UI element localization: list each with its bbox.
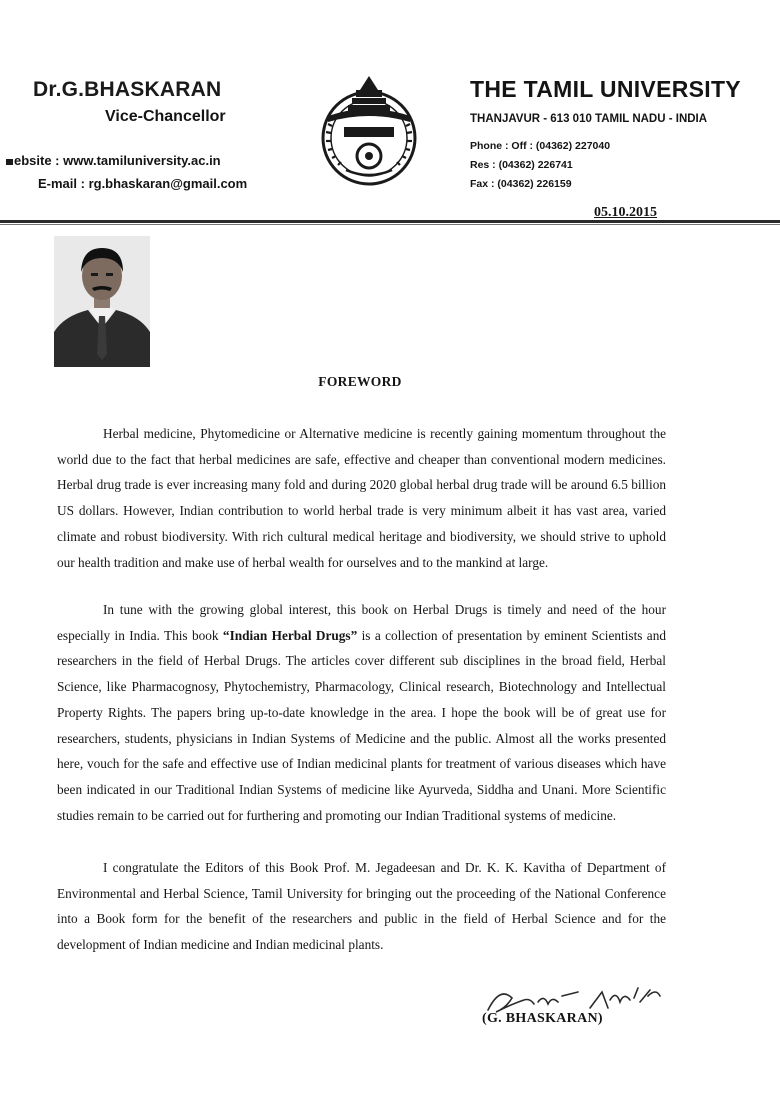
paragraph-2-body: is a collection of presentation by eminent Scientists and researchers in the field of Herbal Drugs. The articles cover different sub disciplines in the broad field, Herbal Science, like Pharmacognosy, Phytochemistry, Pharmacology, Clinical research, Biotechnology and Intellectual Property Rights. The papers bring up-to-date knowledge in the area. I hope the book will be of great use for researchers, students, physicians in Indian Systems of Medicine and the public. Almost all the works presented here, vouch for the safe and effective use of Indian medicinal plants for treatment of various diseases which have been indicated in our Traditional Indian Systems of medicine like Ayurveda, Siddha and Unani. More Scientific studies remain to be carried out for furthering and promoting our Indian Traditional systems of medicine. [57, 627, 666, 823]
website-text: ebsite : www.tamiluniversity.ac.in [14, 153, 221, 168]
contact-block [470, 137, 610, 194]
vc-designation: Vice-Chancellor [105, 108, 226, 125]
university-address: THANJAVUR - 613 010 TAMIL NADU - INDIA [470, 113, 708, 125]
university-name: THE TAMIL UNIVERSITY [470, 76, 741, 102]
vc-name: Dr.G.BHASKARAN [33, 78, 222, 101]
paragraph-1: Herbal medicine, Phytomedicine or Alternative medicine is recently gaining momentum throughout the world due to the fact that herbal medicines are safe, effective and cheaper than conventional modern medicines. Herbal drug trade is ever increasing many fold and during 2020 global herbal drug trade will be around 6.5 billion US dollars. However, Indian contribution to world herbal trade is very minimum albeit it has vast area, varied climate and robust biodiversity. With rich cultural medical heritage and biodiversity, we should strive to uphold our health tradition and make use of herbal wealth for ourselves and to the mankind at large. [57, 426, 666, 570]
header-divider [0, 220, 780, 223]
vc-portrait-photo [54, 236, 150, 367]
university-seal-icon [298, 72, 440, 195]
email-line: E-mail : rg.bhaskaran@gmail.com [38, 176, 248, 191]
res-line: Res : (04362) 226741 [470, 159, 573, 171]
signatory-name: (G. BHASKARAN) [482, 1011, 603, 1026]
letter-date: 05.10.2015 [594, 205, 657, 220]
foreword-heading: FOREWORD [318, 374, 402, 389]
bullet-icon [6, 159, 13, 165]
header-divider-thin [0, 224, 780, 225]
book-title: “Indian Herbal Drugs” [222, 627, 358, 643]
phone-line: Phone : Off : (04362) 227040 [470, 140, 611, 152]
fax-line: Fax : (04362) 226159 [470, 178, 572, 190]
website-line [6, 153, 221, 168]
paragraph-2 [57, 597, 666, 828]
paragraph-3: I congratulate the Editors of this Book Prof. M. Jegadeesan and Dr. K. K. Kavitha of Department of Environmental and Herbal Science, Tamil University for bringing out the proceeding of the National Conference into a Book form for the benefit of the researchers and public in the field of Herbal Science and for the development of Indian medicine and Indian medicinal plants. [57, 860, 666, 953]
paragraph-2-intro: In tune with the growing global interest, this book on Herbal Drugs is timely and need of the hour especially in India. This book [57, 602, 666, 643]
